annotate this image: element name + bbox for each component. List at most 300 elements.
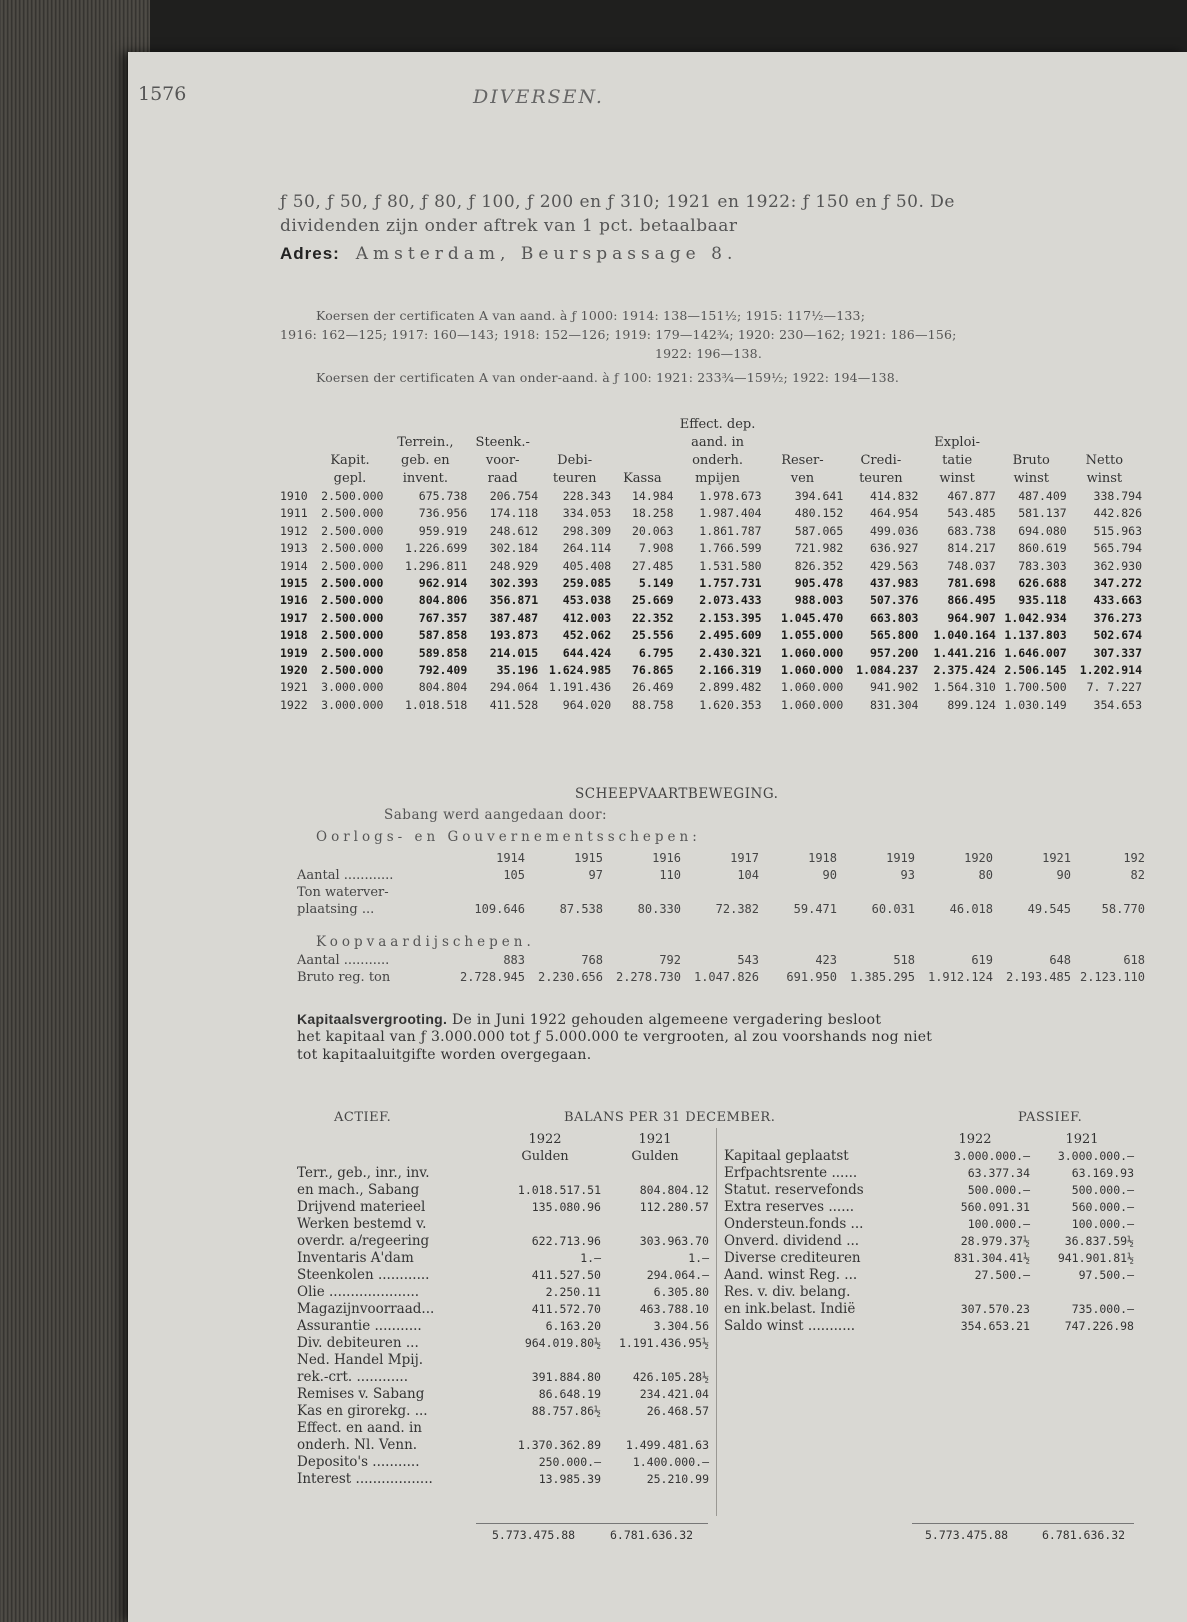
- header-cell: teuren: [859, 471, 903, 486]
- header-cell: [317, 416, 384, 434]
- table-cell: 1.766.599: [699, 541, 762, 556]
- table-cell: 453.038: [562, 593, 612, 608]
- header-cell: winst: [1013, 471, 1050, 486]
- actief-1922: 6.163.20: [545, 1319, 601, 1333]
- table-cell: 964.020: [562, 697, 612, 712]
- table-cell: 644.424: [562, 645, 612, 660]
- aantal-row-value: 104: [737, 868, 759, 882]
- passief-label: Erfpachtsrente ......: [724, 1165, 858, 1181]
- table-cell: 1.620.353: [699, 697, 762, 712]
- header-cell: tatie: [942, 453, 973, 468]
- table-cell: 35.196: [496, 663, 539, 678]
- financial-table: [280, 416, 1142, 714]
- passief-1921: 560.000.—: [1071, 1200, 1134, 1214]
- actief-1921: 294.064.—: [646, 1268, 709, 1282]
- table-cell: 2.153.395: [699, 610, 762, 625]
- passief-row: [724, 1233, 1134, 1250]
- years-row-label: [297, 850, 447, 867]
- table-cell: 636.927: [869, 541, 919, 556]
- actief-label: Deposito's ...........: [297, 1454, 420, 1470]
- table-cell: 174.118: [489, 506, 539, 521]
- ton-row-value: 49.545: [1027, 902, 1071, 916]
- actief-label: onderh. Nl. Venn.: [297, 1437, 418, 1453]
- actief-1921: 804.804.12: [639, 1183, 709, 1197]
- row-year: 1912: [280, 523, 308, 538]
- actief-row: [297, 1199, 709, 1216]
- table-cell: 1.441.216: [933, 645, 996, 660]
- actief-label: Interest ..................: [297, 1471, 433, 1487]
- kapitaal-text-1: De in Juni 1922 gehouden algemeene vergadering besloot: [447, 1012, 882, 1028]
- row-year: 1915: [280, 576, 308, 591]
- table-cell: 899.124: [947, 697, 996, 712]
- passief-label: Diverse crediteuren: [724, 1250, 861, 1266]
- koop-table: [297, 952, 1145, 986]
- header-cell: mpijen: [695, 471, 741, 486]
- table-cell: 433.663: [1093, 593, 1142, 608]
- table-row: [280, 627, 1142, 644]
- header-cell: winst: [1086, 471, 1123, 486]
- actief-1921: 1.400.000.—: [632, 1455, 709, 1469]
- header-cell: [996, 434, 1067, 452]
- table-cell: 2.500.000: [321, 489, 384, 503]
- table-cell: 1.624.985: [548, 663, 612, 678]
- actief-1921: 1.—: [688, 1251, 709, 1265]
- ton-label-row: [297, 884, 1145, 901]
- empty-cell: [759, 884, 837, 901]
- actief-1922: 411.572.70: [531, 1302, 601, 1316]
- table-row: [280, 558, 1142, 575]
- passief-total-rule: [912, 1523, 1134, 1524]
- empty-cell: [297, 1131, 489, 1148]
- header-cell: aand. in: [691, 435, 745, 450]
- actief-label: Assurantie ...........: [297, 1318, 422, 1334]
- unit-header: Gulden: [521, 1149, 569, 1164]
- table-cell: 1.700.500: [1004, 680, 1067, 695]
- header-cell: teuren: [552, 471, 597, 486]
- koop-aantal-row-value: 619: [971, 953, 993, 967]
- header-row: [280, 434, 1142, 452]
- table-cell: 259.085: [562, 576, 612, 591]
- kapitaal-label: Kapitaalsvergrooting.: [297, 1011, 448, 1027]
- koop-aantal-row-value: 518: [893, 953, 915, 967]
- table-cell: 467.877: [947, 489, 996, 503]
- ton-row-value: 109.646: [474, 902, 525, 916]
- koop-heading: Koopvaardijschepen.: [316, 934, 535, 950]
- passief-1921: 97.500.—: [1078, 1268, 1134, 1282]
- table-cell: 962.914: [418, 576, 468, 591]
- table-cell: 663.803: [869, 610, 919, 625]
- empty-cell: [603, 884, 681, 901]
- ton-row-label: plaatsing ...: [297, 902, 375, 917]
- years-row: [297, 850, 1145, 867]
- actief-1922: 86.648.19: [538, 1387, 601, 1401]
- table-cell: 480.152: [794, 506, 844, 521]
- header-cell-year: [280, 452, 317, 470]
- header-cell: Steenk.-: [475, 435, 530, 450]
- table-cell: 248.612: [489, 523, 539, 538]
- year-header-row: [297, 1131, 709, 1148]
- table-cell: 2.500.000: [321, 576, 384, 591]
- bruto-row-label: Bruto reg. ton: [297, 970, 391, 985]
- table-cell: 2.500.000: [321, 610, 384, 625]
- actief-row: [297, 1403, 709, 1420]
- table-cell: 721.982: [794, 541, 844, 556]
- empty-cell: [447, 884, 525, 901]
- bruto-row-value: 2.230.656: [537, 970, 603, 984]
- balance-divider: [716, 1128, 717, 1516]
- koop-aantal-row-value: 648: [1049, 953, 1071, 967]
- header-cell: Terrein.,: [397, 435, 454, 450]
- bruto-row: [297, 969, 1145, 986]
- intro-line-2: dividenden zijn onder aftrek van 1 pct. betaalbaar: [280, 216, 738, 236]
- koop-aantal-row-value: 423: [815, 953, 837, 967]
- table-cell: 3.000.000: [321, 680, 384, 695]
- koersen-line-1: Koersen der certificaten A van aand. à ƒ 1000: 1914: 138—151½; 1915: 117½—133;: [316, 308, 866, 323]
- table-cell: 781.698: [947, 576, 996, 591]
- passief-label: Onverd. dividend ...: [724, 1233, 860, 1249]
- header-cell: [996, 416, 1067, 434]
- passief-1922: 28.979.37½: [960, 1234, 1030, 1248]
- actief-row: [297, 1233, 709, 1250]
- header-cell: Bruto: [1012, 453, 1050, 468]
- table-cell: 736.956: [418, 506, 468, 521]
- koop-aantal-row: [297, 952, 1145, 969]
- header-cell: [611, 416, 673, 434]
- actief-row: [297, 1454, 709, 1471]
- table-cell: 7. 7.227: [1086, 680, 1142, 695]
- passief-1922: 27.500.—: [974, 1268, 1030, 1282]
- table-cell: 442.826: [1093, 506, 1142, 521]
- passief-1922: 831.304.41½: [953, 1251, 1030, 1265]
- table-cell: 581.137: [1018, 506, 1067, 521]
- scheepvaart-title: SCHEEPVAARTBEWEGING.: [575, 786, 779, 802]
- table-cell: 2.500.000: [321, 506, 384, 521]
- passief-1922: 560.091.31: [960, 1200, 1030, 1214]
- table-cell: 683.738: [947, 523, 996, 538]
- actief-row: [297, 1267, 709, 1284]
- table-cell: 2.500.000: [321, 593, 384, 608]
- aantal-row-value: 105: [503, 868, 525, 882]
- actief-1922: 1.370.362.89: [517, 1438, 601, 1452]
- actief-row: [297, 1352, 709, 1369]
- actief-label: Div. debiteuren ...: [297, 1335, 419, 1351]
- actief-label: Remises v. Sabang: [297, 1386, 425, 1402]
- table-cell: 437.983: [869, 576, 919, 591]
- header-cell: winst: [939, 471, 975, 486]
- table-cell: 452.062: [562, 628, 612, 643]
- table-cell: 338.794: [1093, 489, 1142, 503]
- actief-1921: [601, 1165, 709, 1182]
- unit-header: Gulden: [631, 1149, 679, 1164]
- actief-label: Magazijnvoorraad...: [297, 1301, 435, 1317]
- years-row-value: 1921: [1042, 851, 1071, 865]
- actief-row: [297, 1386, 709, 1403]
- table-cell: 27.485: [631, 558, 674, 573]
- header-cell: Debi-: [557, 453, 593, 468]
- aantal-row-value: 90: [822, 868, 837, 882]
- actief-1921: 234.421.04: [639, 1387, 709, 1401]
- table-cell: 394.641: [794, 489, 844, 503]
- table-cell: 76.865: [631, 663, 674, 678]
- koersen-line-4: Koersen der certificaten A van onder-aand. à ƒ 100: 1921: 233¾—159½; 1922: 194—138.: [316, 370, 900, 385]
- ton-row-value: 58.770: [1101, 902, 1145, 916]
- table-cell: 2.899.482: [699, 680, 762, 695]
- table-cell: 1.531.580: [699, 558, 762, 573]
- table-row: [280, 540, 1142, 557]
- header-cell-year: [280, 470, 317, 488]
- table-cell: 804.806: [418, 593, 468, 608]
- table-cell: 814.217: [947, 541, 996, 556]
- kapitaal-line-1: [297, 1011, 881, 1028]
- actief-1921: [601, 1352, 709, 1369]
- aantal-row: [297, 867, 1145, 884]
- table-cell: 1.060.000: [780, 645, 844, 660]
- empty-cell: [993, 884, 1071, 901]
- table-cell: 294.064: [489, 680, 539, 695]
- table-cell: 298.309: [562, 523, 612, 538]
- actief-row: [297, 1471, 709, 1488]
- table-cell: 206.754: [489, 489, 539, 503]
- aantal-row-value: 80: [978, 868, 993, 882]
- actief-1921: [601, 1420, 709, 1437]
- actief-label: en mach., Sabang: [297, 1182, 420, 1198]
- table-cell: 26.469: [631, 680, 674, 695]
- actief-1922: [489, 1216, 601, 1233]
- header-cell: voor-: [485, 453, 520, 468]
- table-cell: 1.055.000: [780, 628, 844, 643]
- table-row: [280, 679, 1142, 696]
- table-cell: 2.166.319: [699, 663, 762, 678]
- table-cell: 2.430.321: [699, 645, 762, 660]
- actief-1922: 13.985.39: [538, 1472, 601, 1486]
- passief-row: [724, 1165, 1134, 1182]
- koop-aantal-row-value: 768: [581, 953, 603, 967]
- header-cell: [611, 452, 673, 470]
- actief-label: Steenkolen ............: [297, 1267, 430, 1283]
- header-cell: [843, 416, 918, 434]
- passief-1922: 500.000.—: [967, 1183, 1030, 1197]
- table-cell: 347.272: [1093, 576, 1142, 591]
- header-cell: Kassa: [623, 471, 662, 486]
- passief-1921: 941.901.81½: [1057, 1251, 1134, 1265]
- table-cell: 2.073.433: [699, 593, 762, 608]
- table-cell: 2.500.000: [321, 663, 384, 678]
- aantal-row-value: 110: [659, 868, 681, 882]
- table-cell: 7.908: [638, 541, 674, 556]
- passief-table: [724, 1131, 1134, 1335]
- table-cell: 589.858: [418, 645, 468, 660]
- aantal-row-value: 82: [1130, 868, 1145, 882]
- year-header: 1921: [1065, 1132, 1099, 1147]
- table-cell: 2.495.609: [699, 628, 762, 643]
- aantal-row-value: 93: [900, 868, 915, 882]
- balans-title: BALANS PER 31 DECEMBER.: [564, 1110, 776, 1125]
- table-cell: 675.738: [418, 489, 468, 503]
- row-year: 1917: [280, 610, 308, 625]
- table-cell: 1.060.000: [780, 663, 844, 678]
- table-row: [280, 523, 1142, 540]
- actief-1921: [601, 1216, 709, 1233]
- header-cell: [538, 434, 611, 452]
- years-row-value: 1917: [730, 851, 759, 865]
- empty-cell: [724, 1131, 920, 1148]
- actief-1922: 622.713.96: [531, 1234, 601, 1248]
- table-cell: 959.919: [418, 523, 468, 538]
- table-cell: 826.352: [794, 558, 844, 573]
- actief-row: [297, 1369, 709, 1386]
- table-cell: 22.352: [631, 610, 674, 625]
- passief-row: [724, 1301, 1134, 1318]
- years-row-value: 1919: [886, 851, 915, 865]
- bruto-row-value: 1.385.295: [849, 970, 915, 984]
- row-year: 1919: [280, 645, 308, 660]
- passief-1921: 63.169.93: [1071, 1166, 1134, 1180]
- actief-label: Olie .....................: [297, 1284, 420, 1300]
- row-year: 1921: [280, 680, 308, 695]
- header-cell: Netto: [1085, 453, 1124, 468]
- table-cell: 5.149: [638, 576, 674, 591]
- bruto-row-value: 2.193.485: [1005, 970, 1071, 984]
- table-cell: 2.375.424: [933, 663, 996, 678]
- passief-label: Saldo winst ...........: [724, 1318, 856, 1334]
- koop-aantal-row-value: 792: [659, 953, 681, 967]
- table-cell: 487.409: [1018, 489, 1067, 503]
- actief-label: overdr. a/regeering: [297, 1233, 430, 1249]
- year-header: 1922: [958, 1132, 992, 1147]
- table-cell: 2.500.000: [321, 541, 384, 556]
- row-year: 1922: [280, 697, 308, 712]
- actief-row: [297, 1250, 709, 1267]
- table-cell: 1.296.811: [404, 558, 468, 573]
- table-cell: 1.137.803: [1004, 628, 1067, 643]
- actief-1921: 112.280.57: [639, 1200, 709, 1214]
- table-cell: 2.500.000: [321, 523, 384, 538]
- passief-row: [724, 1284, 1134, 1301]
- bruto-row-value: 1.912.124: [927, 970, 993, 984]
- passief-label: Res. v. div. belang.: [724, 1284, 851, 1300]
- header-cell: [1067, 416, 1142, 434]
- empty-cell: [1071, 884, 1145, 901]
- empty-cell: [837, 884, 915, 901]
- passief-1922: 354.653.21: [960, 1319, 1030, 1333]
- actief-row: [297, 1437, 709, 1454]
- header-cell-year: [280, 416, 317, 434]
- bruto-row-value: 2.278.730: [615, 970, 681, 984]
- table-cell: 1.030.149: [1004, 697, 1067, 712]
- aantal-row-label: Aantal ............: [297, 868, 394, 883]
- table-cell: 18.258: [631, 506, 674, 521]
- row-year: 1914: [280, 558, 308, 573]
- actief-row: [297, 1420, 709, 1437]
- table-cell: 543.485: [947, 506, 996, 521]
- table-cell: 1.045.470: [780, 610, 844, 625]
- passief-row: [724, 1318, 1134, 1335]
- table-cell: 626.688: [1018, 576, 1067, 591]
- table-row: [280, 488, 1142, 505]
- table-cell: 193.873: [489, 628, 539, 643]
- table-cell: 302.184: [489, 541, 539, 556]
- table-cell: 1.060.000: [780, 697, 844, 712]
- actief-row: [297, 1216, 709, 1233]
- oorlog-table: [297, 850, 1145, 918]
- actief-label: Werken bestemd v.: [297, 1216, 427, 1232]
- ton-row-value: 80.330: [637, 902, 681, 916]
- passief-row: [724, 1267, 1134, 1284]
- intro-line-1: ƒ 50, ƒ 50, ƒ 80, ƒ 80, ƒ 100, ƒ 200 en ƒ 310; 1921 en 1922: ƒ 150 en ƒ 50. De: [280, 192, 955, 212]
- address-value: Amsterdam, Beurspassage 8.: [355, 244, 738, 264]
- table-cell: 429.563: [869, 558, 919, 573]
- empty-cell: [297, 1148, 489, 1165]
- page-number: 1576: [138, 83, 187, 105]
- table-cell: 565.794: [1093, 541, 1142, 556]
- table-cell: 412.003: [562, 610, 612, 625]
- table-cell: 1.202.914: [1079, 663, 1142, 678]
- ton-row-value: 46.018: [949, 902, 993, 916]
- table-row: [280, 610, 1142, 627]
- actief-label: Terr., geb., inr., inv.: [297, 1165, 430, 1181]
- actief-1922: [489, 1352, 601, 1369]
- table-cell: 1.060.000: [780, 680, 844, 695]
- table-cell: 1.861.787: [699, 523, 762, 538]
- actief-1921: 1.191.436.95½: [618, 1336, 709, 1350]
- actief-1922: [489, 1165, 601, 1182]
- actief-1921: 3.304.56: [653, 1319, 709, 1333]
- table-cell: 414.832: [869, 489, 919, 503]
- koop-aantal-row-label: Aantal ...........: [297, 953, 390, 968]
- koersen-line-2: 1916: 162—125; 1917: 160—143; 1918: 152—126; 1919: 179—142¾; 1920: 230—162; 1921: 186—156;: [280, 327, 957, 342]
- passief-1921: 735.000.—: [1071, 1302, 1134, 1316]
- table-cell: 1.042.934: [1004, 610, 1067, 625]
- koersen-line-3: 1922: 196—138.: [655, 346, 762, 361]
- actief-1922: 391.884.80: [531, 1370, 601, 1384]
- actief-1922: 964.019.80½: [524, 1336, 601, 1350]
- passief-1921: 36.837.59½: [1064, 1234, 1134, 1248]
- actief-1921: 1.499.481.63: [625, 1438, 709, 1452]
- unit-header-row: [297, 1148, 709, 1165]
- table-cell: 228.343: [562, 489, 612, 503]
- row-year: 1913: [280, 541, 308, 556]
- passief-label: Ondersteun.fonds ...: [724, 1216, 864, 1232]
- table-row: [280, 505, 1142, 522]
- passief-label: Aand. winst Reg. ...: [724, 1267, 858, 1283]
- passief-row: [724, 1216, 1134, 1233]
- table-cell: 804.804: [418, 680, 468, 695]
- table-cell: 792.409: [418, 663, 468, 678]
- table-cell: 957.200: [869, 645, 919, 660]
- table-cell: 1.018.518: [404, 697, 468, 712]
- row-year: 1918: [280, 628, 308, 643]
- actief-table: [297, 1131, 709, 1488]
- table-cell: 20.063: [631, 523, 674, 538]
- table-row: [280, 645, 1142, 662]
- years-row-value: 1915: [574, 851, 603, 865]
- actief-label: Ned. Handel Mpij.: [297, 1352, 424, 1368]
- passief-label: Statut. reservefonds: [724, 1182, 864, 1198]
- table-cell: 264.114: [562, 541, 612, 556]
- table-cell: 307.337: [1093, 645, 1142, 660]
- header-cell: ven: [790, 471, 815, 486]
- table-cell: 464.954: [869, 506, 919, 521]
- year-header: 1922: [528, 1132, 562, 1147]
- actief-label: Inventaris A'dam: [297, 1250, 414, 1266]
- actief-label: rek.-crt. ............: [297, 1369, 408, 1385]
- address-line: [280, 244, 737, 264]
- table-cell: 2.500.000: [321, 558, 384, 573]
- passief-label: en ink.belast. Indië: [724, 1301, 856, 1317]
- header-cell: [762, 416, 844, 434]
- running-head: DIVERSEN.: [473, 86, 604, 108]
- actief-1921: 303.963.70: [639, 1234, 709, 1248]
